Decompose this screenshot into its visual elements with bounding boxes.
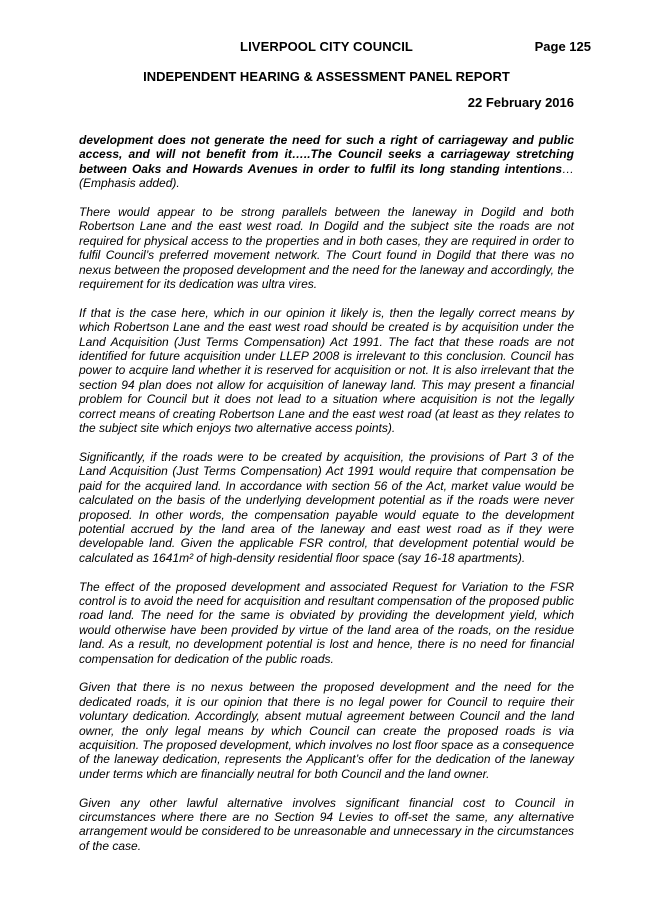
report-date: 22 February 2016 xyxy=(467,95,574,110)
emphasis-note: … (Emphasis added). xyxy=(79,161,574,191)
paragraph-3: If that is the case here, which in our opinion it likely is, then the legally correct means by which Robertson Lane and the east west road should be created is by acquisition under the Land Acquisition (Just Terms Compensation) Act 1991. The fact that these roads are not identified for future acquisition under LLEP 2008 is irrelevant to this conclusion. Council has power to acquire land whether it is reserved for acquisition or not. It is also irrelevant that the section 94 plan does not allow for acquisition of laneway land. This may present a financial problem for Council but it does not lead to a situation where acquisition is not the legally correct means of creating Robertson Lane and the east west road (at least as they relates to the subject site which enjoys two alternative access points). xyxy=(79,305,574,436)
paragraph-1 xyxy=(79,133,574,191)
paragraph-2: There would appear to be strong parallels between the laneway in Dogild and both Robertson Lane and the east west road. In Dogild and the subject site the roads are not required for physical access to the properties and in both cases, they are required in order to fulfil Council’s preferred movement network. The Court found in Dogild that there was no nexus between the proposed development and the need for the laneway and accordingly, the requirement for its dedication was ultra vires. xyxy=(79,205,574,292)
paragraph-5: The effect of the proposed development and associated Request for Variation to the FSR control is to avoid the need for acquisition and resultant compensation of the proposed public road land. The need for the same is obviated by providing the development yield, which would otherwise have been provided by virtue of the land area of the roads, on the residue land. As a result, no development potential is lost and hence, there is no need for financial compensation for dedication of the public roads. xyxy=(79,579,574,666)
report-title: INDEPENDENT HEARING & ASSESSMENT PANEL REPORT xyxy=(143,69,510,84)
paragraph-4: Significantly, if the roads were to be created by acquisition, the provisions of Part 3 of the Land Acquisition (Just Terms Compensation) Act 1991 would require that compensation be paid for the acquired land. In accordance with section 56 of the Act, market value would be calculated on the basis of the underlying development potential as if the roads were never proposed. In other words, the compensation payable would equate to the development potential accrued by the land area of the laneway and east west road as if they were developable land. Given the applicable FSR control, that development potential would be calculated as 1641m² of high-density residential floor space (say 16-18 apartments). xyxy=(79,449,574,565)
page-number: Page 125 xyxy=(534,39,591,54)
paragraph-6: Given that there is no nexus between the proposed development and the need for the dedicated roads, it is our opinion that there is no legal power for Council to require their voluntary dedication. Accordingly, absent mutual agreement between Council and the land owner, the only legal means by which Council can create the proposed roads is via acquisition. The proposed development, which involves no lost floor space as a consequence of the laneway dedication, represents the Applicant’s offer for the dedication of the laneway under terms which are financially neutral for both Council and the land owner. xyxy=(79,680,574,781)
paragraph-7: Given any other lawful alternative involves significant financial cost to Council in circumstances where there are no Section 94 Levies to off-set the same, any alternative arrangement would be considered to be unreasonable and unnecessary in the circumstances of the case. xyxy=(79,795,574,853)
document-body xyxy=(79,133,574,853)
quoted-bold-text: development does not generate the need for such a right of carriageway and public access, and will not benefit from it…..The Council seeks a carriageway stretching between Oaks and Howards Avenues in order to fulfil its long standing intentions xyxy=(79,133,574,176)
council-name: LIVERPOOL CITY COUNCIL xyxy=(240,39,413,54)
